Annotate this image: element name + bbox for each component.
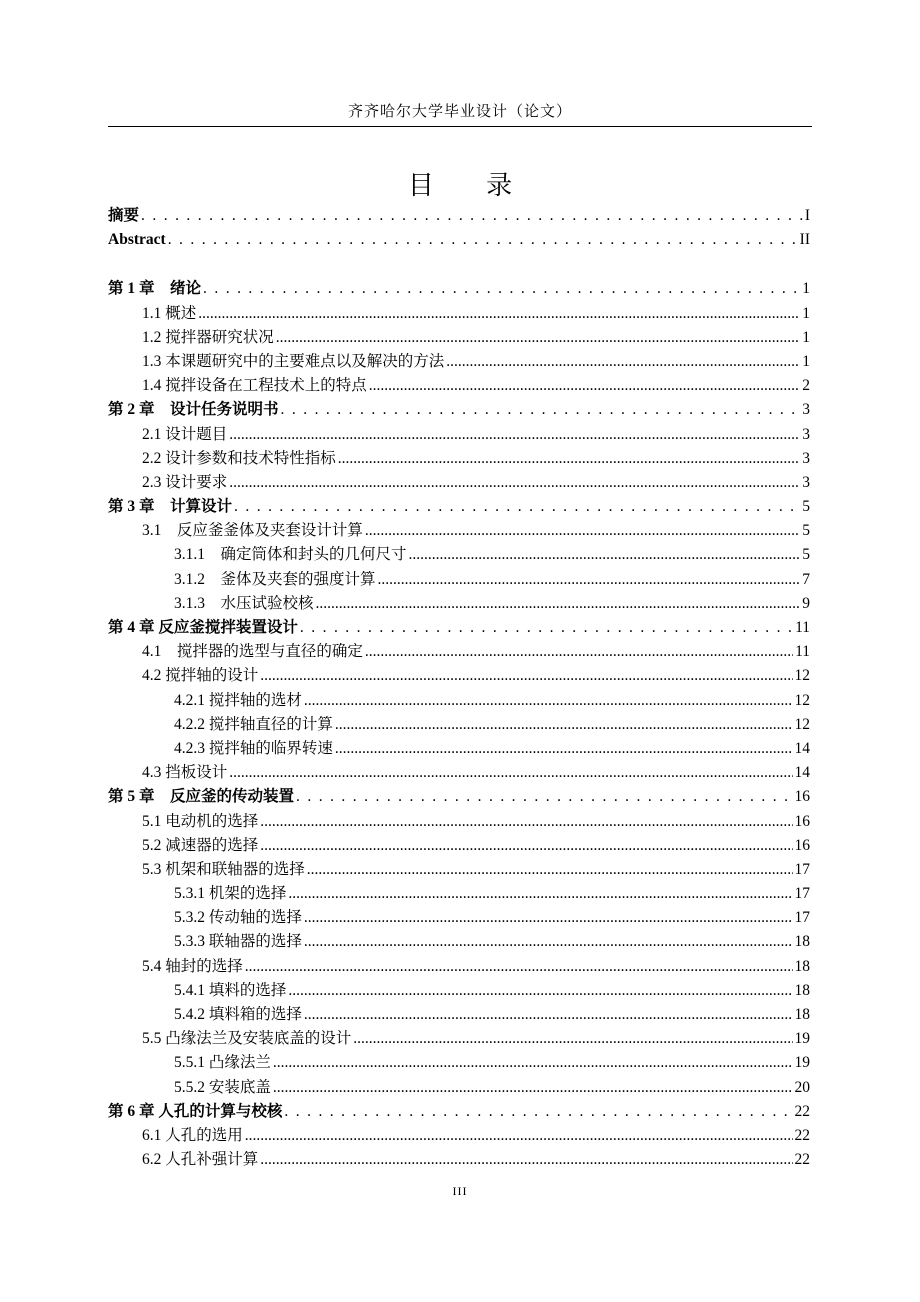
toc-entry-title: 4.3 挡板设计 <box>142 764 228 782</box>
toc-entry-page: 1 <box>802 352 810 370</box>
dot-leader <box>369 374 800 398</box>
toc-entry-title: 6.1 人孔的选用 <box>142 1126 243 1144</box>
toc-entry-page: 14 <box>794 764 810 782</box>
toc-entry-page: 3 <box>802 401 810 419</box>
toc-entry-title: 4.2.1 搅拌轴的选材 <box>174 691 302 709</box>
toc-entry <box>108 519 810 543</box>
dot-leader <box>273 1076 793 1100</box>
toc-entry <box>108 1124 810 1148</box>
toc-entry-title: 3.1.3 水压试验校核 <box>174 594 314 612</box>
toc-entry-page: 2 <box>802 377 810 395</box>
dot-leader <box>365 640 793 664</box>
page-title: 目 录 <box>407 171 535 201</box>
toc-entry-title: 6.2 人孔补强计算 <box>142 1151 259 1169</box>
toc-entry-title: 5.4 轴封的选择 <box>142 957 243 975</box>
toc-entry-page: 22 <box>794 1102 810 1120</box>
toc-entry <box>108 1027 810 1051</box>
toc-entry-title: 5.4.2 填料箱的选择 <box>174 1006 302 1023</box>
dot-leader <box>168 228 798 252</box>
toc-entry-title: Abstract <box>108 231 166 249</box>
dot-leader <box>296 785 792 809</box>
toc-entry <box>108 785 810 809</box>
toc-entry <box>108 979 810 1003</box>
dot-leader <box>273 1051 793 1075</box>
toc-entry-page: 17 <box>794 885 810 903</box>
dot-leader <box>284 1100 792 1124</box>
dot-leader <box>245 1124 793 1148</box>
toc-entry-title: 5.1 电动机的选择 <box>142 812 259 830</box>
toc-entry-title: 1.1 概述 <box>142 304 197 322</box>
toc-entry-page: 5 <box>802 546 810 564</box>
toc-entry-title: 4.2.3 搅拌轴的临界转速 <box>174 739 333 757</box>
toc-entry-title: 5.5.1 凸缘法兰 <box>174 1054 271 1072</box>
toc-entry-page: 18 <box>794 957 810 975</box>
toc-entry-title: 第 5 章 反应釜的传动装置 <box>108 788 295 806</box>
toc-entry <box>108 1100 810 1124</box>
dot-leader <box>304 930 793 954</box>
toc-entry-title: 5.4.1 填料的选择 <box>174 981 287 999</box>
toc-entry-page: 12 <box>794 667 810 685</box>
toc-entry <box>108 689 810 713</box>
dot-leader <box>281 398 801 422</box>
dot-leader <box>260 834 792 858</box>
dot-leader <box>260 810 792 834</box>
toc-entry-page: 9 <box>802 594 810 612</box>
dot-leader <box>409 543 801 567</box>
toc-entry-page: 3 <box>802 449 810 467</box>
toc-entry-page: 19 <box>794 1030 810 1048</box>
toc-entry-title: 4.2.2 搅拌轴直径的计算 <box>174 715 333 733</box>
toc-entry <box>108 543 810 567</box>
toc-entry <box>108 955 810 979</box>
toc-entry <box>108 930 810 954</box>
toc-entry-page: 16 <box>794 812 810 830</box>
dot-leader <box>300 616 793 640</box>
toc-entry <box>108 326 810 350</box>
dot-leader <box>260 664 792 688</box>
page-number: III <box>452 1184 468 1198</box>
toc-entry-page: 20 <box>794 1078 810 1096</box>
toc-entry-page: 1 <box>802 328 810 346</box>
toc-entry-page: II <box>799 231 810 249</box>
toc-entry-title: 1.4 搅拌设备在工程技术上的特点 <box>142 377 367 395</box>
toc-entry-title: 1.2 搅拌器研究状况 <box>142 328 274 346</box>
toc-entry-title: 第 6 章 人孔的计算与校核 <box>108 1102 283 1120</box>
toc-entry-title: 3.1.1 确定筒体和封头的几何尺寸 <box>174 546 407 564</box>
dot-leader <box>335 713 793 737</box>
running-header: 齐齐哈尔大学毕业设计（论文） <box>108 100 812 127</box>
toc-entry <box>108 858 810 882</box>
toc-entry <box>108 761 810 785</box>
dot-leader <box>365 519 800 543</box>
toc-entry <box>108 1076 810 1100</box>
toc-entry-page: 11 <box>795 619 810 636</box>
toc-entry-title: 5.3.1 机架的选择 <box>174 885 287 903</box>
dot-leader <box>304 689 793 713</box>
dot-leader <box>276 326 800 350</box>
toc-entry-title: 4.2 搅拌轴的设计 <box>142 667 259 685</box>
toc-entry <box>108 616 810 640</box>
toc-entry-title: 5.3.3 联轴器的选择 <box>174 933 302 951</box>
toc-entry-page: 3 <box>802 425 810 443</box>
dot-leader <box>229 471 800 495</box>
toc-entry-title: 3.1.2 釜体及夹套的强度计算 <box>174 570 376 588</box>
toc-entry <box>108 1148 810 1172</box>
toc-entry-title: 第 2 章 设计任务说明书 <box>108 401 279 419</box>
dot-leader <box>288 979 792 1003</box>
dot-leader <box>260 1148 792 1172</box>
toc-entry-page: 11 <box>795 643 810 661</box>
toc-entry-title: 5.5.2 安装底盖 <box>174 1078 271 1096</box>
toc-entry-page: 16 <box>794 836 810 854</box>
toc-entry <box>108 737 810 761</box>
toc-entry <box>108 374 810 398</box>
toc-entry <box>108 398 810 422</box>
dot-leader <box>203 277 800 301</box>
dot-leader <box>234 495 800 519</box>
dot-leader <box>229 423 800 447</box>
toc-entry <box>108 713 810 737</box>
toc-entry-title: 2.3 设计要求 <box>142 473 228 491</box>
toc-entry-title: 5.3 机架和联轴器的选择 <box>142 860 305 878</box>
toc-entry <box>108 228 810 252</box>
toc-entry-title: 1.3 本课题研究中的主要难点以及解决的方法 <box>142 352 445 370</box>
toc-entry-page: 1 <box>802 304 810 322</box>
toc-entry-page: 5 <box>802 498 810 516</box>
toc-entry <box>108 447 810 471</box>
toc-entry <box>108 810 810 834</box>
toc-entry-page: 12 <box>794 715 810 733</box>
toc-entry-page: 5 <box>802 522 810 540</box>
toc-entry-page: 3 <box>802 473 810 491</box>
dot-leader <box>304 1003 793 1027</box>
toc-entry <box>108 423 810 447</box>
toc-entry-page: 22 <box>794 1151 810 1169</box>
toc-entry <box>108 277 810 301</box>
toc-entry <box>108 592 810 616</box>
toc-entry <box>108 882 810 906</box>
dot-leader <box>304 906 793 930</box>
toc-entry-title: 第 4 章 反应釜搅拌装置设计 <box>108 619 298 636</box>
toc-entry-page: 17 <box>794 860 810 878</box>
toc-entry-title: 2.2 设计参数和技术特性指标 <box>142 449 336 467</box>
dot-leader <box>307 858 793 882</box>
dot-leader <box>198 302 800 326</box>
toc-entry <box>108 640 810 664</box>
toc-entry-page: 16 <box>794 788 810 806</box>
toc-entry-title: 3.1 反应釜釜体及夹套设计计算 <box>142 522 363 540</box>
table-of-contents <box>108 204 810 1172</box>
toc-entry <box>108 664 810 688</box>
toc-entry <box>108 568 810 592</box>
dot-leader <box>245 955 793 979</box>
toc-entry <box>108 204 810 228</box>
dot-leader <box>446 350 800 374</box>
toc-entry-page: 14 <box>794 739 810 757</box>
dot-leader <box>316 592 801 616</box>
toc-entry-title: 5.5 凸缘法兰及安装底盖的设计 <box>142 1030 352 1048</box>
toc-entry-title: 摘要 <box>108 207 140 224</box>
toc-entry-title: 第 3 章 计算设计 <box>108 498 233 516</box>
toc-entry-page: I <box>804 207 810 224</box>
toc-entry-page: 18 <box>794 933 810 951</box>
toc-entry-page: 19 <box>794 1054 810 1072</box>
toc-entry-page: 1 <box>802 280 810 298</box>
toc-entry <box>108 834 810 858</box>
toc-entry-page: 22 <box>794 1126 810 1144</box>
toc-entry-title: 4.1 搅拌器的选型与直径的确定 <box>142 643 363 661</box>
toc-entry <box>108 1051 810 1075</box>
toc-entry-page: 17 <box>794 909 810 927</box>
toc-entry <box>108 1003 810 1027</box>
toc-entry <box>108 471 810 495</box>
toc-entry <box>108 302 810 326</box>
dot-leader <box>141 204 803 228</box>
toc-entry-page: 18 <box>794 981 810 999</box>
toc-entry-page: 18 <box>794 1006 810 1023</box>
toc-entry <box>108 350 810 374</box>
dot-leader <box>335 737 793 761</box>
dot-leader <box>338 447 800 471</box>
dot-leader <box>229 761 792 785</box>
toc-entry-title: 2.1 设计题目 <box>142 425 228 443</box>
toc-entry-page: 12 <box>794 691 810 709</box>
toc-entry-page: 7 <box>802 570 810 588</box>
toc-entry <box>108 495 810 519</box>
dot-leader <box>353 1027 792 1051</box>
toc-entry-title: 第 1 章 绪论 <box>108 280 202 298</box>
dot-leader <box>288 882 792 906</box>
toc-entry <box>108 906 810 930</box>
toc-entry-title: 5.2 减速器的选择 <box>142 836 259 854</box>
dot-leader <box>378 568 801 592</box>
toc-entry-title: 5.3.2 传动轴的选择 <box>174 909 302 927</box>
